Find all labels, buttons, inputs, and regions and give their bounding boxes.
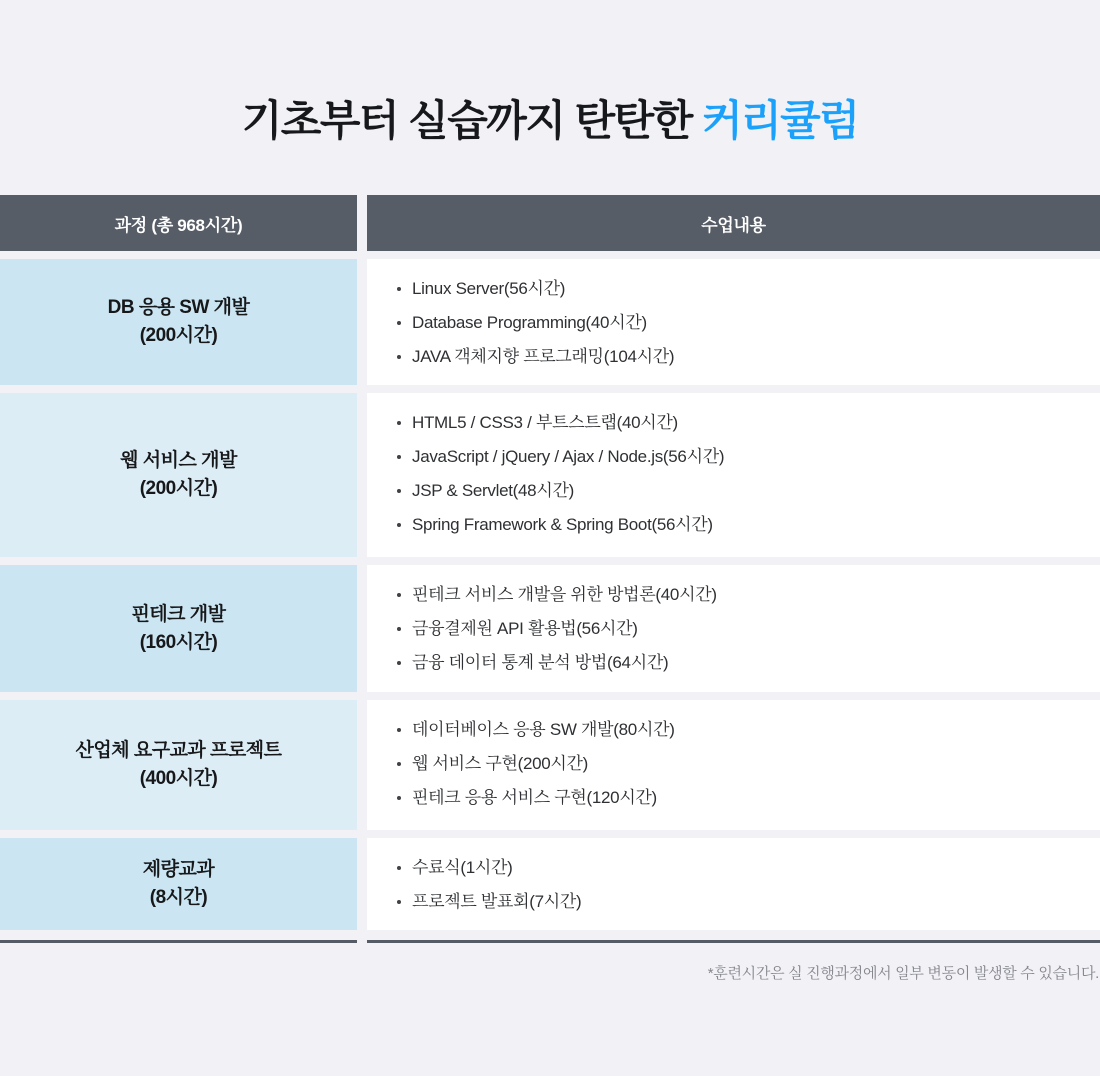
list-item [397, 612, 1100, 646]
content-cell [367, 565, 1100, 692]
list-item [397, 440, 1100, 474]
lesson-text: 프로젝트 발표회(7시간) [412, 892, 582, 911]
bullet-icon [397, 321, 401, 325]
content-cell [367, 393, 1100, 557]
list-item [397, 406, 1100, 440]
lesson-list [367, 259, 1100, 374]
bullet-icon [397, 355, 401, 359]
footnote: *훈련시간은 실 진행과정에서 일부 변동이 발생할 수 있습니다. [707, 965, 1099, 982]
lesson-text: JavaScript / jQuery / Ajax / Node.js(56시간) [412, 447, 725, 466]
course-hours: (200시간) [139, 325, 218, 346]
table-row [0, 259, 1100, 385]
curriculum-table [0, 195, 1100, 943]
title-main-text: 기초부터 실습까지 탄탄한 [241, 97, 702, 144]
table-row [0, 565, 1100, 692]
lesson-text: Database Programming(40시간) [412, 313, 647, 332]
list-item [397, 747, 1100, 781]
bullet-icon [397, 728, 401, 732]
course-column-header: 과정 (총 968시간) [0, 195, 357, 251]
list-item [397, 578, 1100, 612]
course-cell [0, 393, 357, 557]
table-row [0, 393, 1100, 557]
content-column-header: 수업내용 [367, 195, 1100, 251]
list-item [397, 713, 1100, 747]
lesson-text: 수료식(1시간) [412, 858, 513, 877]
list-item [397, 781, 1100, 815]
bullet-icon [397, 796, 401, 800]
course-name: 산업체 요구교과 프로젝트 [75, 740, 282, 761]
course-hours: (400시간) [139, 768, 218, 789]
bullet-icon [397, 523, 401, 527]
lesson-text: 금융 데이터 통계 분석 방법(64시간) [412, 653, 669, 672]
course-name: 핀테크 개발 [131, 603, 226, 625]
bottom-border-left [0, 940, 357, 943]
lesson-text: 핀테크 서비스 개발을 위한 방법론(40시간) [412, 585, 717, 604]
content-cell [367, 700, 1100, 830]
lesson-text: Linux Server(56시간) [412, 279, 566, 298]
course-name: 제량교과 [142, 859, 215, 880]
course-cell [0, 700, 357, 830]
lesson-text: JAVA 객체지향 프로그래밍(104시간) [412, 347, 675, 366]
bullet-icon [397, 455, 401, 459]
list-item [397, 851, 1100, 885]
course-cell [0, 838, 357, 930]
content-cell [367, 259, 1100, 385]
table-header-row [0, 195, 1100, 251]
lesson-list [367, 393, 1100, 542]
bullet-icon [397, 762, 401, 766]
list-item [397, 508, 1100, 542]
list-item [397, 306, 1100, 340]
page-title [0, 0, 1100, 145]
list-item [397, 646, 1100, 680]
course-hours: (200시간) [139, 478, 218, 499]
bullet-icon [397, 593, 401, 597]
bullet-icon [397, 866, 401, 870]
bullet-icon [397, 421, 401, 425]
course-name: DB 응용 SW 개발 [107, 297, 250, 318]
content-cell [367, 838, 1100, 930]
table-row [0, 838, 1100, 930]
lesson-list [367, 838, 1100, 919]
lesson-text: HTML5 / CSS3 / 부트스트랩(40시간) [412, 413, 678, 432]
list-item [397, 340, 1100, 374]
lesson-text: 데이터베이스 응용 SW 개발(80시간) [412, 720, 675, 739]
title-highlight-text: 커리큘럼 [702, 97, 859, 144]
course-name: 웹 서비스 개발 [120, 450, 237, 471]
lesson-text: Spring Framework & Spring Boot(56시간) [412, 515, 713, 534]
list-item [397, 474, 1100, 508]
table-row [0, 700, 1100, 830]
lesson-list [367, 700, 1100, 815]
bullet-icon [397, 489, 401, 493]
bullet-icon [397, 900, 401, 904]
course-cell [0, 259, 357, 385]
bottom-border-right [367, 940, 1100, 943]
course-hours: (160시간) [139, 631, 218, 653]
list-item [397, 272, 1100, 306]
table-bottom-border [0, 940, 1100, 943]
lesson-text: 금융결제원 API 활용법(56시간) [412, 619, 638, 638]
lesson-list [367, 565, 1100, 680]
lesson-text: 핀테크 응용 서비스 구현(120시간) [412, 788, 657, 807]
list-item [397, 885, 1100, 919]
lesson-text: JSP & Servlet(48시간) [412, 481, 574, 500]
bullet-icon [397, 627, 401, 631]
course-cell [0, 565, 357, 692]
lesson-text: 웹 서비스 구현(200시간) [412, 754, 589, 773]
bullet-icon [397, 287, 401, 291]
course-hours: (8시간) [149, 887, 208, 908]
bullet-icon [397, 661, 401, 665]
